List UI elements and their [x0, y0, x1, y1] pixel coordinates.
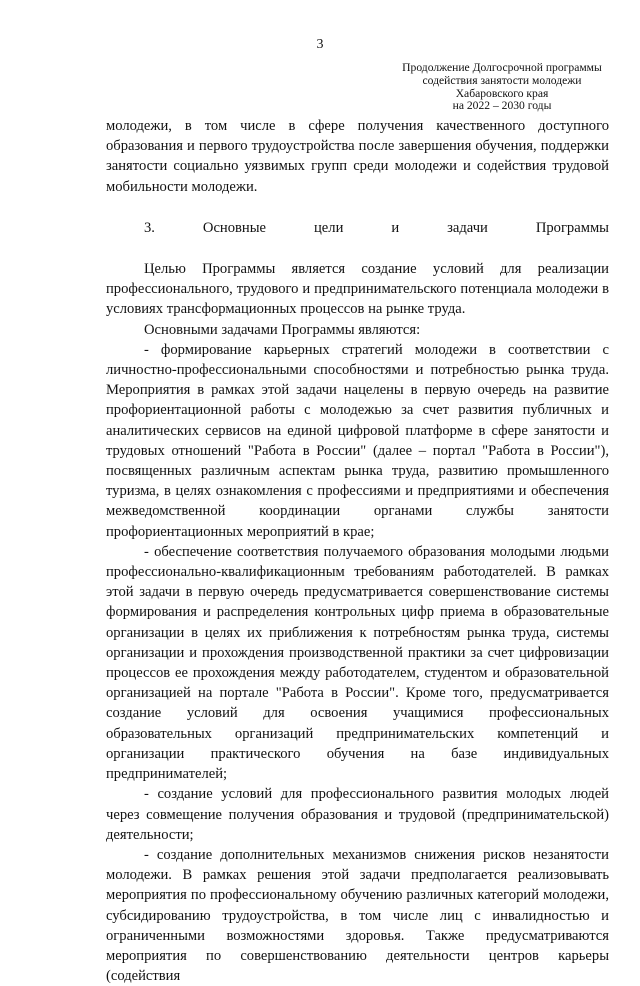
running-header-line: Продолжение Долгосрочной программы	[402, 61, 602, 74]
running-header-line: на 2022 – 2030 годы	[452, 99, 552, 113]
page-number: 3	[316, 37, 324, 52]
body-text	[106, 116, 609, 986]
running-header-line: Хабаровского края	[455, 86, 549, 100]
task-item-career-strategies: - формирование карьерных стратегий молодежи в соответствии с личностно-профессиональными способностями и потребностью рынка труда. Мероприятия в рамках этой задачи нацелены в первую очередь на развитие профориентационной работы с молодежью за счет развития публичных и аналитических сервисов на единой цифровой платформе в сфере занятости и трудовых отношений "Работа в России" (далее – портал "Работа в России"), посвященных различным аспектам рынка труда, развитию промышленного туризма, в целях ознакомления с профессиями и предприятиями и обеспечения межведомственной координации органами службы занятости профориентационных мероприятий в крае;	[106, 341, 609, 540]
task-item-professional-development: - создание условий для профессионального развития молодых людей через совмещение получения образования и трудовой (предпринимательской) деятельности;	[106, 786, 609, 843]
goal-paragraph: Целью Программы является создание условий для реализации профессионального, трудового и предпринимательского потенциала молодежи в условиях трансформационных процессов на рынке труда.	[106, 261, 609, 318]
running-header	[384, 62, 620, 113]
task-item-education-match: - обеспечение соответствия получаемого образования молодыми людьми профессионально-квалификационным требованиям работодателей. В рамках этой задачи в первую очередь предусматривается совершенствование системы формирования и распределения контрольных цифр приема в образовательные организации в целях их приближения к потребностям рынка труда, системы организации и прохождения производственной практики за счет цифровизации процессов ее прохождения между работодателем, студентом и образовательной организацией на портале "Работа в России". Кроме того, предусматривается создание условий для освоения учащимися профессиональных образовательных организаций предпринимательских компетенций и организации практического обучения на базе индивидуальных предпринимателей;	[106, 543, 609, 783]
running-header-line: содействия занятости молодежи	[422, 73, 582, 87]
continuation-paragraph: молодежи, в том числе в сфере получения качественного доступного образования и первого трудоустройства после завершения обучения, поддержки занятости социально уязвимых групп среди молодежи и содействия трудовой мобильности молодежи.	[106, 118, 609, 195]
tasks-intro: Основными задачами Программы являются:	[144, 321, 421, 338]
task-item-unemployment-risks: - создание дополнительных механизмов снижения рисков незанятости молодежи. В рамках решения этой задачи предполагается реализовывать мероприятия по профессиональному обучению различных категорий молодежи, субсидированию трудоустройства, в том числе лиц с инвалидностью и ограниченными возможностями здоровья. Также предусматриваются мероприятия по совершенствованию деятельности центров карьеры (содействия	[106, 846, 609, 985]
section-heading: 3. Основные цели и задачи Программы	[144, 219, 609, 236]
